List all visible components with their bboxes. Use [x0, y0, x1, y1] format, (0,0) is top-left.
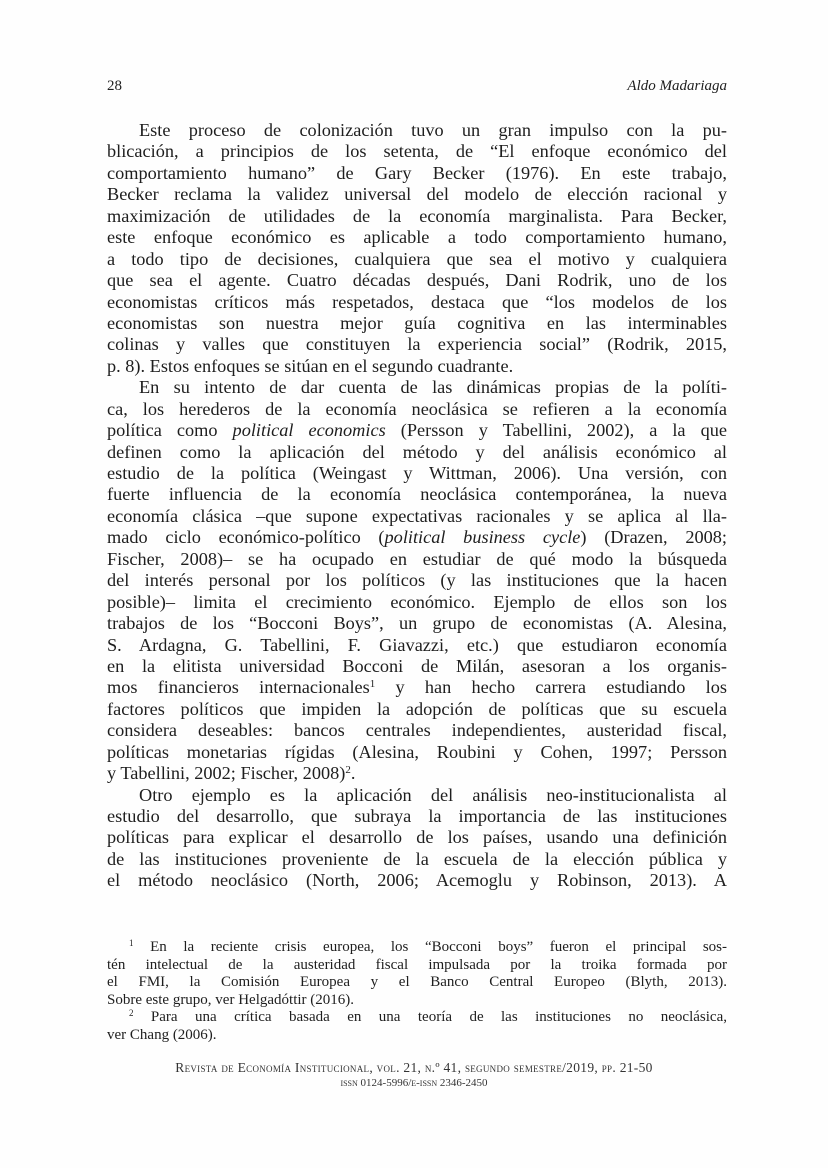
italic-term: political economics	[232, 420, 386, 441]
body-line	[107, 699, 727, 720]
issn-line: issn 0124-5996/e-issn 2346-2450	[340, 1077, 488, 1089]
body-line	[107, 870, 727, 891]
text-segment: economistas críticos más respetados, destaca que “los modelos de los	[107, 291, 727, 312]
text-segment: ca, los herederos de la economía neoclásica se refieren a la economía	[107, 398, 727, 419]
footnote-line	[107, 992, 727, 1010]
body-line	[107, 356, 727, 377]
text-segment: mado ciclo económico-político (	[107, 527, 385, 548]
body-line	[107, 292, 727, 313]
text-segment: del interés personal por los políticos (y las instituciones que la hacen	[107, 570, 727, 591]
text-segment: Fischer, 2008)– se ha ocupado en estudiar de qué modo la búsqueda	[107, 548, 727, 569]
footnotes	[107, 939, 727, 1044]
page-number: 28	[107, 78, 122, 94]
body-line	[107, 849, 727, 870]
text-segment: .	[350, 763, 356, 784]
text-segment: y han hecho carrera estudiando los	[375, 677, 727, 698]
text-segment: fuerte influencia de la economía neoclásica contemporánea, la nueva	[107, 484, 727, 505]
body-line	[107, 141, 727, 162]
body-line	[107, 763, 727, 784]
text-segment: tén intelectual de la austeridad fiscal impulsada por la troika formada por	[107, 956, 727, 973]
text-segment: a todo tipo de decisiones, cualquiera que sea el motivo y cualquiera	[107, 248, 727, 269]
text-segment: que sea el agente. Cuatro décadas después, Dani Rodrik, uno de los	[107, 270, 727, 291]
footnote-marker: 1	[129, 938, 134, 949]
text-segment: de las instituciones proveniente de la escuela de la elección pública y	[107, 848, 727, 869]
text-segment: ) (Drazen, 2008;	[580, 527, 727, 548]
body-line	[107, 463, 727, 484]
text-segment: estudio del desarrollo, que subraya la importancia de las instituciones	[107, 806, 727, 826]
body-line	[107, 163, 727, 184]
text-segment: factores políticos que impiden la adopción de políticas que su escuela	[107, 698, 727, 719]
text-segment: economía clásica –que supone expectativas racionales y se aplica al lla-	[107, 505, 727, 526]
body-line	[107, 377, 727, 398]
text-segment: economistas son nuestra mejor guía cognitiva en las interminables	[107, 312, 727, 333]
body-line	[107, 527, 727, 548]
text-segment: y Tabellini, 2002; Fischer, 2008)	[107, 763, 346, 784]
body-line	[107, 120, 727, 141]
body-line	[107, 806, 727, 827]
body-line	[107, 227, 727, 248]
text-segment: este enfoque económico es aplicable a todo comportamiento humano,	[107, 227, 727, 248]
text-segment: Otro ejemplo es la aplicación del análisis neo-institucionalista al	[139, 784, 727, 805]
text-segment: mos financieros internacionales	[107, 677, 370, 698]
text-segment: trabajos de los “Bocconi Boys”, un grupo de economistas (A. Alesina,	[107, 613, 727, 634]
footnote-line	[107, 939, 727, 957]
body-line	[107, 785, 727, 806]
text-segment: políticas monetarias rígidas (Alesina, Roubini y Cohen, 1997; Persson	[107, 741, 727, 762]
body-line	[107, 742, 727, 763]
text-segment: Becker reclama la validez universal del modelo de elección racional y	[107, 184, 727, 205]
body-line	[107, 184, 727, 205]
text-segment: el método neoclásico (North, 2006; Acemoglu y Robinson, 2013). A	[107, 870, 727, 891]
text-segment: S. Ardagna, G. Tabellini, F. Giavazzi, etc.) que estudiaron economía	[107, 634, 727, 655]
body-line	[107, 313, 727, 334]
text-segment: p. 8). Estos enfoques se sitúan en el segundo cuadrante.	[107, 355, 514, 376]
body-line	[107, 249, 727, 270]
body-line	[107, 270, 727, 291]
text-segment: (Persson y Tabellini, 2002), a la que	[385, 420, 727, 441]
body-line	[107, 827, 727, 848]
text-segment: En la reciente crisis europea, los “Bocconi boys” fueron el principal sos-	[133, 939, 727, 955]
body-text	[107, 120, 727, 892]
text-segment: Sobre este grupo, ver Helgadóttir (2016).	[107, 991, 355, 1008]
body-line	[107, 720, 727, 741]
footnote-marker: 1	[369, 678, 376, 691]
footnote-line	[107, 1009, 727, 1027]
text-segment: Para una crítica basada en una teoría de las instituciones no neoclásica,	[133, 1009, 727, 1025]
text-segment: blicación, a principios de los setenta, de “El enfoque económico del	[107, 141, 727, 162]
text-segment: comportamiento humano” de Gary Becker (1976). En este trabajo,	[107, 162, 727, 183]
text-segment: posible)– limita el crecimiento económico. Ejemplo de ellos son los	[107, 591, 727, 612]
body-line	[107, 635, 727, 656]
body-line	[107, 420, 727, 441]
body-line	[107, 570, 727, 591]
text-segment: considera deseables: bancos centrales independientes, austeridad fiscal,	[107, 720, 727, 741]
footnote-line	[107, 1027, 727, 1045]
body-line	[107, 656, 727, 677]
text-segment: maximización de utilidades de la economía marginalista. Para Becker,	[107, 205, 727, 226]
body-line	[107, 613, 727, 634]
italic-term: political business cycle	[384, 527, 581, 548]
body-line	[107, 506, 727, 527]
body-line	[107, 484, 727, 505]
body-line	[107, 442, 727, 463]
text-segment: ver Chang (2006).	[107, 1026, 217, 1043]
text-segment: definen como la aplicación del método y del análisis económico al	[107, 441, 727, 462]
text-segment: en la elitista universidad Bocconi de Milán, asesoran a los organis-	[107, 655, 727, 676]
text-segment: Este proceso de colonización tuvo un gran impulso con la pu-	[139, 120, 727, 140]
body-line	[107, 399, 727, 420]
text-segment: colinas y valles que constituyen la experiencia social” (Rodrik, 2015,	[107, 334, 727, 355]
footnote-line	[107, 974, 727, 992]
body-line	[107, 334, 727, 355]
footnote-marker: 2	[129, 1008, 134, 1019]
footnote-line	[107, 957, 727, 975]
page-footer	[0, 1060, 828, 1089]
text-segment: En su intento de dar cuenta de las dinámicas propias de la políti-	[139, 377, 727, 398]
body-line	[107, 592, 727, 613]
text-segment: el FMI, la Comisión Europea y el Banco Central Europeo (Blyth, 2013).	[107, 974, 727, 990]
journal-citation: Revista de Economía Institucional, vol. 21, n.º 41, segundo semestre/2019, pp. 21-50	[175, 1060, 653, 1075]
text-segment: política como	[107, 420, 233, 441]
body-line	[107, 677, 727, 698]
body-line	[107, 206, 727, 227]
text-segment: estudio de la política (Weingast y Wittman, 2006). Una versión, con	[107, 463, 727, 483]
body-line	[107, 549, 727, 570]
text-segment: políticas para explicar el desarrollo de los países, usando una definición	[107, 827, 727, 848]
running-header-author: Aldo Madariaga	[627, 78, 727, 94]
footnote-marker: 2	[345, 764, 351, 777]
